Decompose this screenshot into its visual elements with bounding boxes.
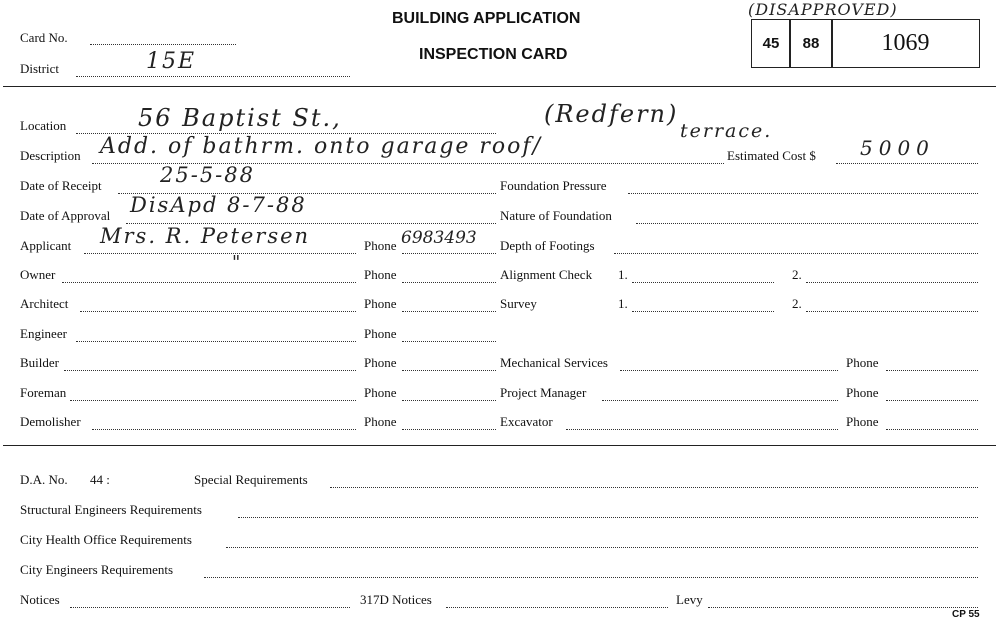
demolisher-phone-label: Phone [364,414,397,429]
excavator-label: Excavator [500,414,553,429]
description-label: Description [20,148,81,163]
survey-num1: 1. [618,296,628,311]
foreman-field[interactable] [70,400,356,401]
district-field[interactable] [76,76,350,77]
mechanical-phone-label: Phone [846,355,879,370]
alignment-check-label: Alignment Check [500,267,593,282]
demolisher-label: Demolisher [20,414,81,429]
date-receipt-label: Date of Receipt [20,178,102,193]
applicant-phone-value: 6983493 [401,228,477,248]
owner-phone-label: Phone [364,267,397,282]
district-value: 15E [146,49,197,74]
project-manager-label: Project Manager [500,385,587,400]
city-health-label: City Health Office Requirements [20,532,192,547]
nature-foundation-label: Nature of Foundation [500,208,612,223]
description-extra: terrace. [680,120,773,142]
demolisher-field[interactable] [92,429,356,430]
disapproved-stamp: (DISAPPROVED) [748,0,898,19]
special-requirements-field[interactable] [330,487,978,488]
depth-footings-field[interactable] [614,253,978,254]
estimated-cost-field[interactable] [836,163,978,164]
project-manager-phone-field[interactable] [886,400,978,401]
header-divider [3,86,996,87]
file-box-2 [789,19,833,68]
owner-phone-field[interactable] [402,282,496,283]
district-label: District [20,61,59,76]
notices-label: Notices [20,592,60,607]
alignment-check-num2: 2. [792,267,802,282]
da-no-label: D.A. No. [20,472,68,487]
file-box-3-value: 1069 [881,30,930,56]
alignment-check-field-2[interactable] [806,282,978,283]
builder-phone-field[interactable] [402,370,496,371]
date-approval-label: Date of Approval [20,208,111,223]
foundation-pressure-field[interactable] [628,193,978,194]
architect-phone-field[interactable] [402,311,496,312]
engineer-phone-field[interactable] [402,341,496,342]
notices-317d-field[interactable] [446,607,668,608]
estimated-cost-label: Estimated Cost $ [727,148,816,163]
architect-label: Architect [20,296,69,311]
form-code: CP 55 [952,609,980,620]
engineer-field[interactable] [76,341,356,342]
applicant-label: Applicant [20,238,72,253]
city-engineers-label: City Engineers Requirements [20,562,174,577]
builder-label: Builder [20,355,59,370]
excavator-field[interactable] [566,429,838,430]
date-receipt-value: 25-5-88 [160,163,255,187]
city-engineers-field[interactable] [204,577,978,578]
card-no-field[interactable] [90,44,236,45]
da-no-value: 44 : [90,472,110,487]
estimated-cost-value: 5000 [860,136,935,160]
applicant-phone-label: Phone [364,238,397,253]
foreman-label: Foreman [20,385,67,400]
depth-footings-label: Depth of Footings [500,238,595,253]
card-no-label: Card No. [20,30,68,45]
mechanical-services-field[interactable] [620,370,838,371]
file-box-1-value: 45 [762,35,780,52]
notices-field[interactable] [70,607,350,608]
notices-317d-label: 317D Notices [360,592,432,607]
excavator-phone-label: Phone [846,414,879,429]
builder-field[interactable] [64,370,356,371]
levy-field[interactable] [708,607,978,608]
excavator-phone-field[interactable] [886,429,978,430]
applicant-phone-field[interactable] [402,253,496,254]
applicant-field[interactable] [84,253,356,254]
file-box-2-value: 88 [802,35,820,52]
form-title-line1: BUILDING APPLICATION [392,10,581,27]
description-value: Add. of bathrm. onto garage roof/ [100,134,542,159]
date-approval-value: DisApd 8-7-88 [130,193,307,217]
footer-divider [3,445,996,446]
mechanical-services-label: Mechanical Services [500,355,608,370]
survey-num2: 2. [792,296,802,311]
location-label: Location [20,118,67,133]
alignment-check-num1: 1. [618,267,628,282]
foreman-phone-label: Phone [364,385,397,400]
file-box-3 [831,19,980,68]
special-requirements-label: Special Requirements [194,472,308,487]
survey-field-2[interactable] [806,311,978,312]
survey-field-1[interactable] [632,311,774,312]
nature-foundation-field[interactable] [636,223,978,224]
form-title-line2: INSPECTION CARD [419,46,568,63]
applicant-value: Mrs. R. Petersen [100,224,311,248]
engineer-label: Engineer [20,326,67,341]
foundation-pressure-label: Foundation Pressure [500,178,607,193]
alignment-check-field-1[interactable] [632,282,774,283]
foreman-phone-field[interactable] [402,400,496,401]
owner-field[interactable] [62,282,356,283]
survey-label: Survey [500,296,537,311]
mechanical-phone-field[interactable] [886,370,978,371]
engineer-phone-label: Phone [364,326,397,341]
file-box-1 [751,19,791,68]
architect-phone-label: Phone [364,296,397,311]
levy-label: Levy [676,592,703,607]
project-manager-field[interactable] [602,400,838,401]
builder-phone-label: Phone [364,355,397,370]
project-manager-phone-label: Phone [846,385,879,400]
structural-engineers-field[interactable] [238,517,978,518]
demolisher-phone-field[interactable] [402,429,496,430]
location-value: 56 Baptist St., [138,104,342,132]
city-health-field[interactable] [226,547,978,548]
location-aside: (Redfern) [544,100,679,128]
structural-engineers-label: Structural Engineers Requirements [20,502,202,517]
owner-value: " [232,252,243,273]
owner-label: Owner [20,267,56,282]
architect-field[interactable] [80,311,356,312]
